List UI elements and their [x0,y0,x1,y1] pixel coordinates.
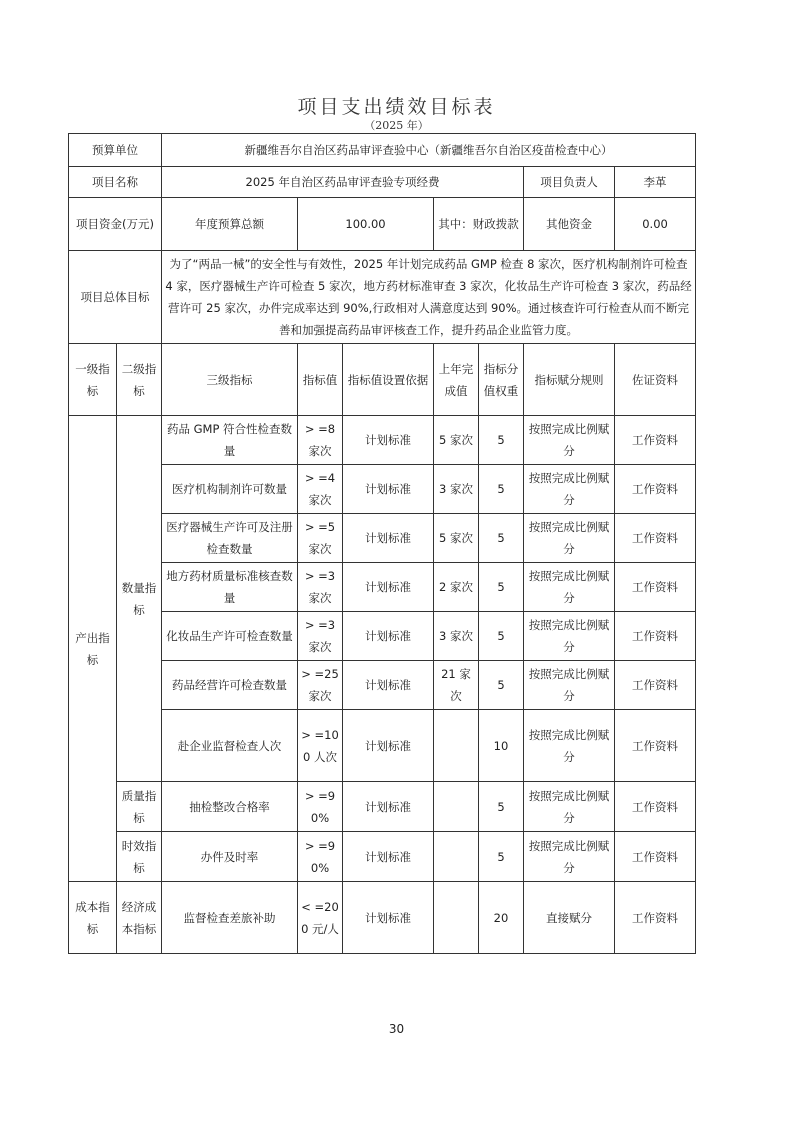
indicator: 化妆品生产许可检查数量 [162,612,298,661]
last-year [434,782,479,832]
group-quality: 质量指标 [117,782,162,832]
indicator: 药品经营许可检查数量 [162,661,298,710]
value: > =8 家次 [298,416,343,465]
group-economic-cost: 经济成本指标 [117,882,162,954]
table-row [69,882,696,954]
column-header-row [69,344,696,416]
last-year [434,710,479,782]
basis: 计划标准 [343,612,434,661]
col-header: 一级指标 [69,344,117,416]
indicator: 办件及时率 [162,832,298,882]
value: > =5 家次 [298,514,343,563]
col-header: 指标赋分规则 [524,344,615,416]
basis: 计划标准 [343,416,434,465]
year-note: （2025 年） [364,119,429,132]
overall-goal-text: 为了“两品一械”的安全性与有效性，2025 年计划完成药品 GMP 检查 8 家次，医疗机构制剂许可检查 4 家，医疗器械生产许可检查 5 家次，地方药材标准审查 3 家次，化妆品生产许可检查 3 家次，药品经营许可 25 家次，办件完成率达到 90%,行政相对人满意度达到 90%。通过核查许可行检查从而不断完善和加强提高药品审评核查工作，提升药品企业监管力度。 [162,251,696,344]
evidence: 工作资料 [615,514,696,563]
project-leader-value: 李革 [615,167,696,198]
last-year: 3 家次 [434,465,479,514]
last-year [434,832,479,882]
value: > =3 家次 [298,563,343,612]
project-name-value: 2025 年自治区药品审评查验专项经费 [162,167,524,198]
rule: 按照完成比例赋分 [524,832,615,882]
col-header: 指标值设置依据 [343,344,434,416]
weight: 10 [479,710,524,782]
weight: 5 [479,563,524,612]
indicator: 医疗器械生产许可及注册检查数量 [162,514,298,563]
indicator: 药品 GMP 符合性检查数量 [162,416,298,465]
page-title: 项目支出绩效目标表 [297,96,496,118]
indicator: 地方药材质量标准核查数量 [162,563,298,612]
rule: 按照完成比例赋分 [524,465,615,514]
indicator: 医疗机构制剂许可数量 [162,465,298,514]
project-name-row [69,167,696,198]
annual-budget-label: 年度预算总额 [162,198,298,251]
table-row [69,710,696,782]
project-leader-label: 项目负责人 [524,167,615,198]
rule: 按照完成比例赋分 [524,416,615,465]
basis: 计划标准 [343,661,434,710]
budget-unit-row [69,134,696,167]
funds-row [69,198,696,251]
annual-budget-value: 100.00 [298,198,434,251]
value: > =4 家次 [298,465,343,514]
evidence: 工作资料 [615,782,696,832]
group-quantity: 数量指标 [117,416,162,782]
table-row [69,782,696,832]
col-header: 指标分值权重 [479,344,524,416]
evidence: 工作资料 [615,661,696,710]
col-header: 三级指标 [162,344,298,416]
last-year [434,882,479,954]
weight: 5 [479,514,524,563]
budget-unit-label: 预算单位 [69,134,162,167]
rule: 直接赋分 [524,882,615,954]
last-year: 3 家次 [434,612,479,661]
last-year: 5 家次 [434,514,479,563]
evidence: 工作资料 [615,882,696,954]
basis: 计划标准 [343,882,434,954]
other-funds-label: 其他资金 [524,198,615,251]
weight: 5 [479,782,524,832]
page-number: 30 [388,1022,405,1036]
funds-label: 项目资金(万元) [69,198,162,251]
last-year: 5 家次 [434,416,479,465]
table-row [69,465,696,514]
rule: 按照完成比例赋分 [524,514,615,563]
rule: 按照完成比例赋分 [524,563,615,612]
value: > =3 家次 [298,612,343,661]
table-row [69,661,696,710]
weight: 20 [479,882,524,954]
rule: 按照完成比例赋分 [524,710,615,782]
weight: 5 [479,416,524,465]
value: > =100 人次 [298,710,343,782]
col-header: 佐证资料 [615,344,696,416]
col-header: 二级指标 [117,344,162,416]
overall-goal-row [69,251,696,344]
evidence: 工作资料 [615,710,696,782]
basis: 计划标准 [343,710,434,782]
budget-unit-value: 新疆维吾尔自治区药品审评查验中心（新疆维吾尔自治区疫苗检查中心） [162,134,696,167]
last-year: 2 家次 [434,563,479,612]
evidence: 工作资料 [615,563,696,612]
indicator: 抽检整改合格率 [162,782,298,832]
rule: 按照完成比例赋分 [524,612,615,661]
group-output: 产出指标 [69,416,117,882]
evidence: 工作资料 [615,465,696,514]
basis: 计划标准 [343,465,434,514]
table-row [69,416,696,465]
indicator: 赴企业监督检查人次 [162,710,298,782]
project-name-label: 项目名称 [69,167,162,198]
rule: 按照完成比例赋分 [524,782,615,832]
weight: 5 [479,832,524,882]
evidence: 工作资料 [615,416,696,465]
indicator: 监督检查差旅补助 [162,882,298,954]
weight: 5 [479,612,524,661]
value: < =200 元/人 [298,882,343,954]
overall-goal-label: 项目总体目标 [69,251,162,344]
rule: 按照完成比例赋分 [524,661,615,710]
col-header: 指标值 [298,344,343,416]
evidence: 工作资料 [615,612,696,661]
value: > =90% [298,782,343,832]
table-row [69,514,696,563]
performance-target-table [68,133,696,954]
basis: 计划标准 [343,563,434,612]
fiscal-label: 其中：财政拨款 [434,198,524,251]
basis: 计划标准 [343,514,434,563]
other-funds-value: 0.00 [615,198,696,251]
basis: 计划标准 [343,832,434,882]
col-header: 上年完成值 [434,344,479,416]
group-timeliness: 时效指标 [117,832,162,882]
group-cost: 成本指标 [69,882,117,954]
evidence: 工作资料 [615,832,696,882]
last-year: 21 家次 [434,661,479,710]
value: > =25 家次 [298,661,343,710]
value: > =90% [298,832,343,882]
weight: 5 [479,465,524,514]
table-row [69,612,696,661]
table-row [69,563,696,612]
table-row [69,832,696,882]
basis: 计划标准 [343,782,434,832]
weight: 5 [479,661,524,710]
